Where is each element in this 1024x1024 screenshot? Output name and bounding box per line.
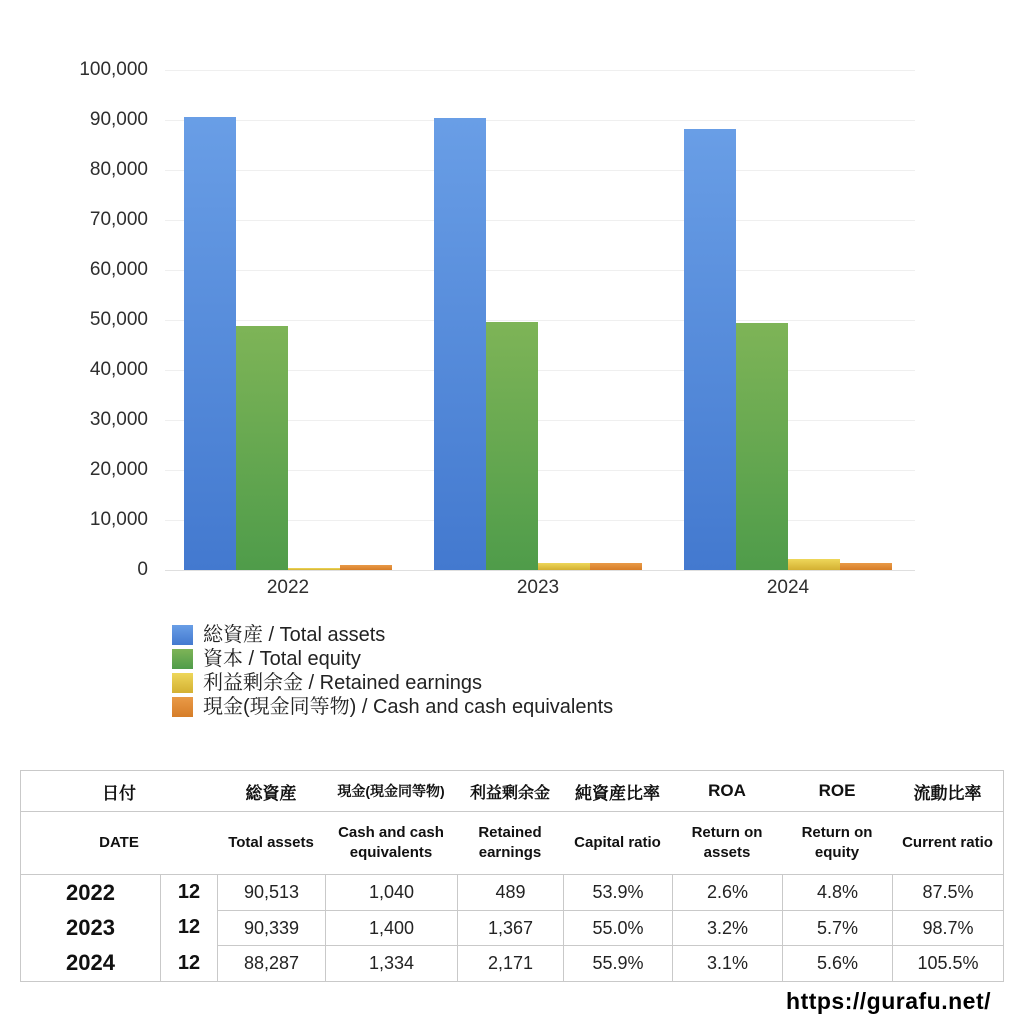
table-header-en: Return on assets (672, 812, 782, 875)
y-axis-tick-label: 10,000 (89, 509, 148, 530)
bar-total-equity-2023 (486, 322, 538, 570)
legend-item-retained-earnings (172, 671, 613, 695)
gridline (165, 270, 915, 271)
y-axis-tick-label: 90,000 (89, 109, 148, 130)
bar-total-equity-2024 (736, 323, 788, 570)
table-cell-value: 1,040 (325, 875, 457, 910)
y-axis-tick-label: 50,000 (89, 309, 148, 330)
table-cell-value: 4.8% (782, 875, 892, 910)
table-header-ja: 現金(現金同等物) (325, 771, 457, 812)
data-table (20, 770, 1004, 982)
table-cell-value: 53.9% (563, 875, 672, 910)
legend-item-total-equity (172, 647, 613, 671)
table-cell-value: 2.6% (672, 875, 782, 910)
table-header-en: Capital ratio (563, 812, 672, 875)
legend-label-cash-and-cash-equivalents: 現金(現金同等物) / Cash and cash equivalents (203, 696, 614, 718)
legend-item-cash-and-cash-equivalents (172, 695, 613, 719)
table-header-ja: ROA (672, 771, 782, 812)
table-header-en: Return on equity (782, 812, 892, 875)
bar-cash-and-cash-equivalents-2023 (590, 563, 642, 570)
bar-chart-plot-area (79, 59, 915, 598)
table-cell-year: 2024 (66, 950, 115, 975)
bar-total-assets-2022 (184, 117, 236, 570)
y-axis-tick-label: 70,000 (89, 209, 148, 230)
table-header-ja: ROE (782, 771, 892, 812)
legend-swatch-retained-earnings (172, 673, 193, 693)
table-cell-value: 90,513 (217, 875, 325, 910)
table-cell-year: 2023 (66, 914, 115, 940)
x-axis-label: 2022 (266, 577, 310, 598)
y-axis-tick-label: 60,000 (89, 259, 148, 280)
y-axis-tick-label: 20,000 (89, 459, 148, 480)
y-axis-tick-label: 0 (137, 559, 148, 580)
table-cell-value: 55.0% (563, 910, 672, 945)
legend-item-total-assets (172, 623, 613, 647)
bar-cash-and-cash-equivalents-2024 (840, 563, 892, 570)
gridline (165, 220, 915, 221)
table-header-ja: 総資産 (217, 771, 325, 812)
table-header-en: Current ratio (892, 812, 1003, 875)
table-cell-year: 2022 (66, 879, 115, 905)
table-cell-value: 489 (457, 875, 563, 910)
table-header-ja: 流動比率 (892, 771, 1003, 812)
table-cell-value: 2,171 (457, 945, 563, 981)
table-cell-value: 3.1% (672, 945, 782, 981)
bar-cash-and-cash-equivalents-2022 (340, 565, 392, 570)
gridline (165, 170, 915, 171)
legend-label-total-assets: 総資産 / Total assets (203, 624, 386, 646)
table-cell-month: 12 (160, 945, 217, 981)
legend-swatch-cash-and-cash-equivalents (172, 697, 193, 717)
x-axis-label: 2024 (766, 577, 810, 598)
table-cell-value: 90,339 (217, 910, 325, 945)
y-axis-tick-label: 80,000 (89, 159, 148, 180)
table-cell-value: 105.5% (892, 945, 1003, 981)
table-cell-value: 5.7% (782, 910, 892, 945)
table-cell-value: 1,334 (325, 945, 457, 981)
table-cell-value: 88,287 (217, 945, 325, 981)
table-header-en: DATE (21, 812, 217, 875)
legend-label-total-equity: 資本 / Total equity (203, 648, 361, 670)
table-cell-value: 1,400 (325, 910, 457, 945)
table-cell-month: 12 (160, 875, 217, 910)
bar-retained-earnings-2022 (288, 568, 340, 570)
table-header-ja: 純資産比率 (563, 771, 672, 812)
table-header-ja: 日付 (21, 771, 217, 812)
gridline (165, 70, 915, 71)
table-header-en: Total assets (217, 812, 325, 875)
table-cell-value: 98.7% (892, 910, 1003, 945)
table-cell-month: 12 (160, 910, 217, 945)
gridline (165, 320, 915, 321)
table-header-en: Cash and cash equivalents (325, 812, 457, 875)
table-cell-value: 87.5% (892, 875, 1003, 910)
legend-swatch-total-assets (172, 625, 193, 645)
y-axis-tick-label: 30,000 (89, 409, 148, 430)
table-cell-value: 1,367 (457, 910, 563, 945)
bar-total-assets-2024 (684, 129, 736, 570)
table-cell-value: 55.9% (563, 945, 672, 981)
x-axis-label: 2023 (516, 577, 560, 598)
bar-retained-earnings-2023 (538, 563, 590, 570)
bar-total-equity-2022 (236, 326, 288, 570)
table-header-en: Retained earnings (457, 812, 563, 875)
y-axis-tick-label: 40,000 (89, 359, 148, 380)
bar-total-assets-2023 (434, 118, 486, 570)
legend-swatch-total-equity (172, 649, 193, 669)
legend-label-retained-earnings: 利益剰余金 / Retained earnings (203, 672, 483, 694)
table-cell-value: 5.6% (782, 945, 892, 981)
gridline (165, 120, 915, 121)
site-url[interactable]: https://gurafu.net/ (786, 988, 991, 1014)
legend (172, 623, 613, 719)
y-axis-tick-label: 100,000 (79, 59, 148, 80)
table-header-ja: 利益剰余金 (457, 771, 563, 812)
table-cell-value: 3.2% (672, 910, 782, 945)
bar-retained-earnings-2024 (788, 559, 840, 570)
